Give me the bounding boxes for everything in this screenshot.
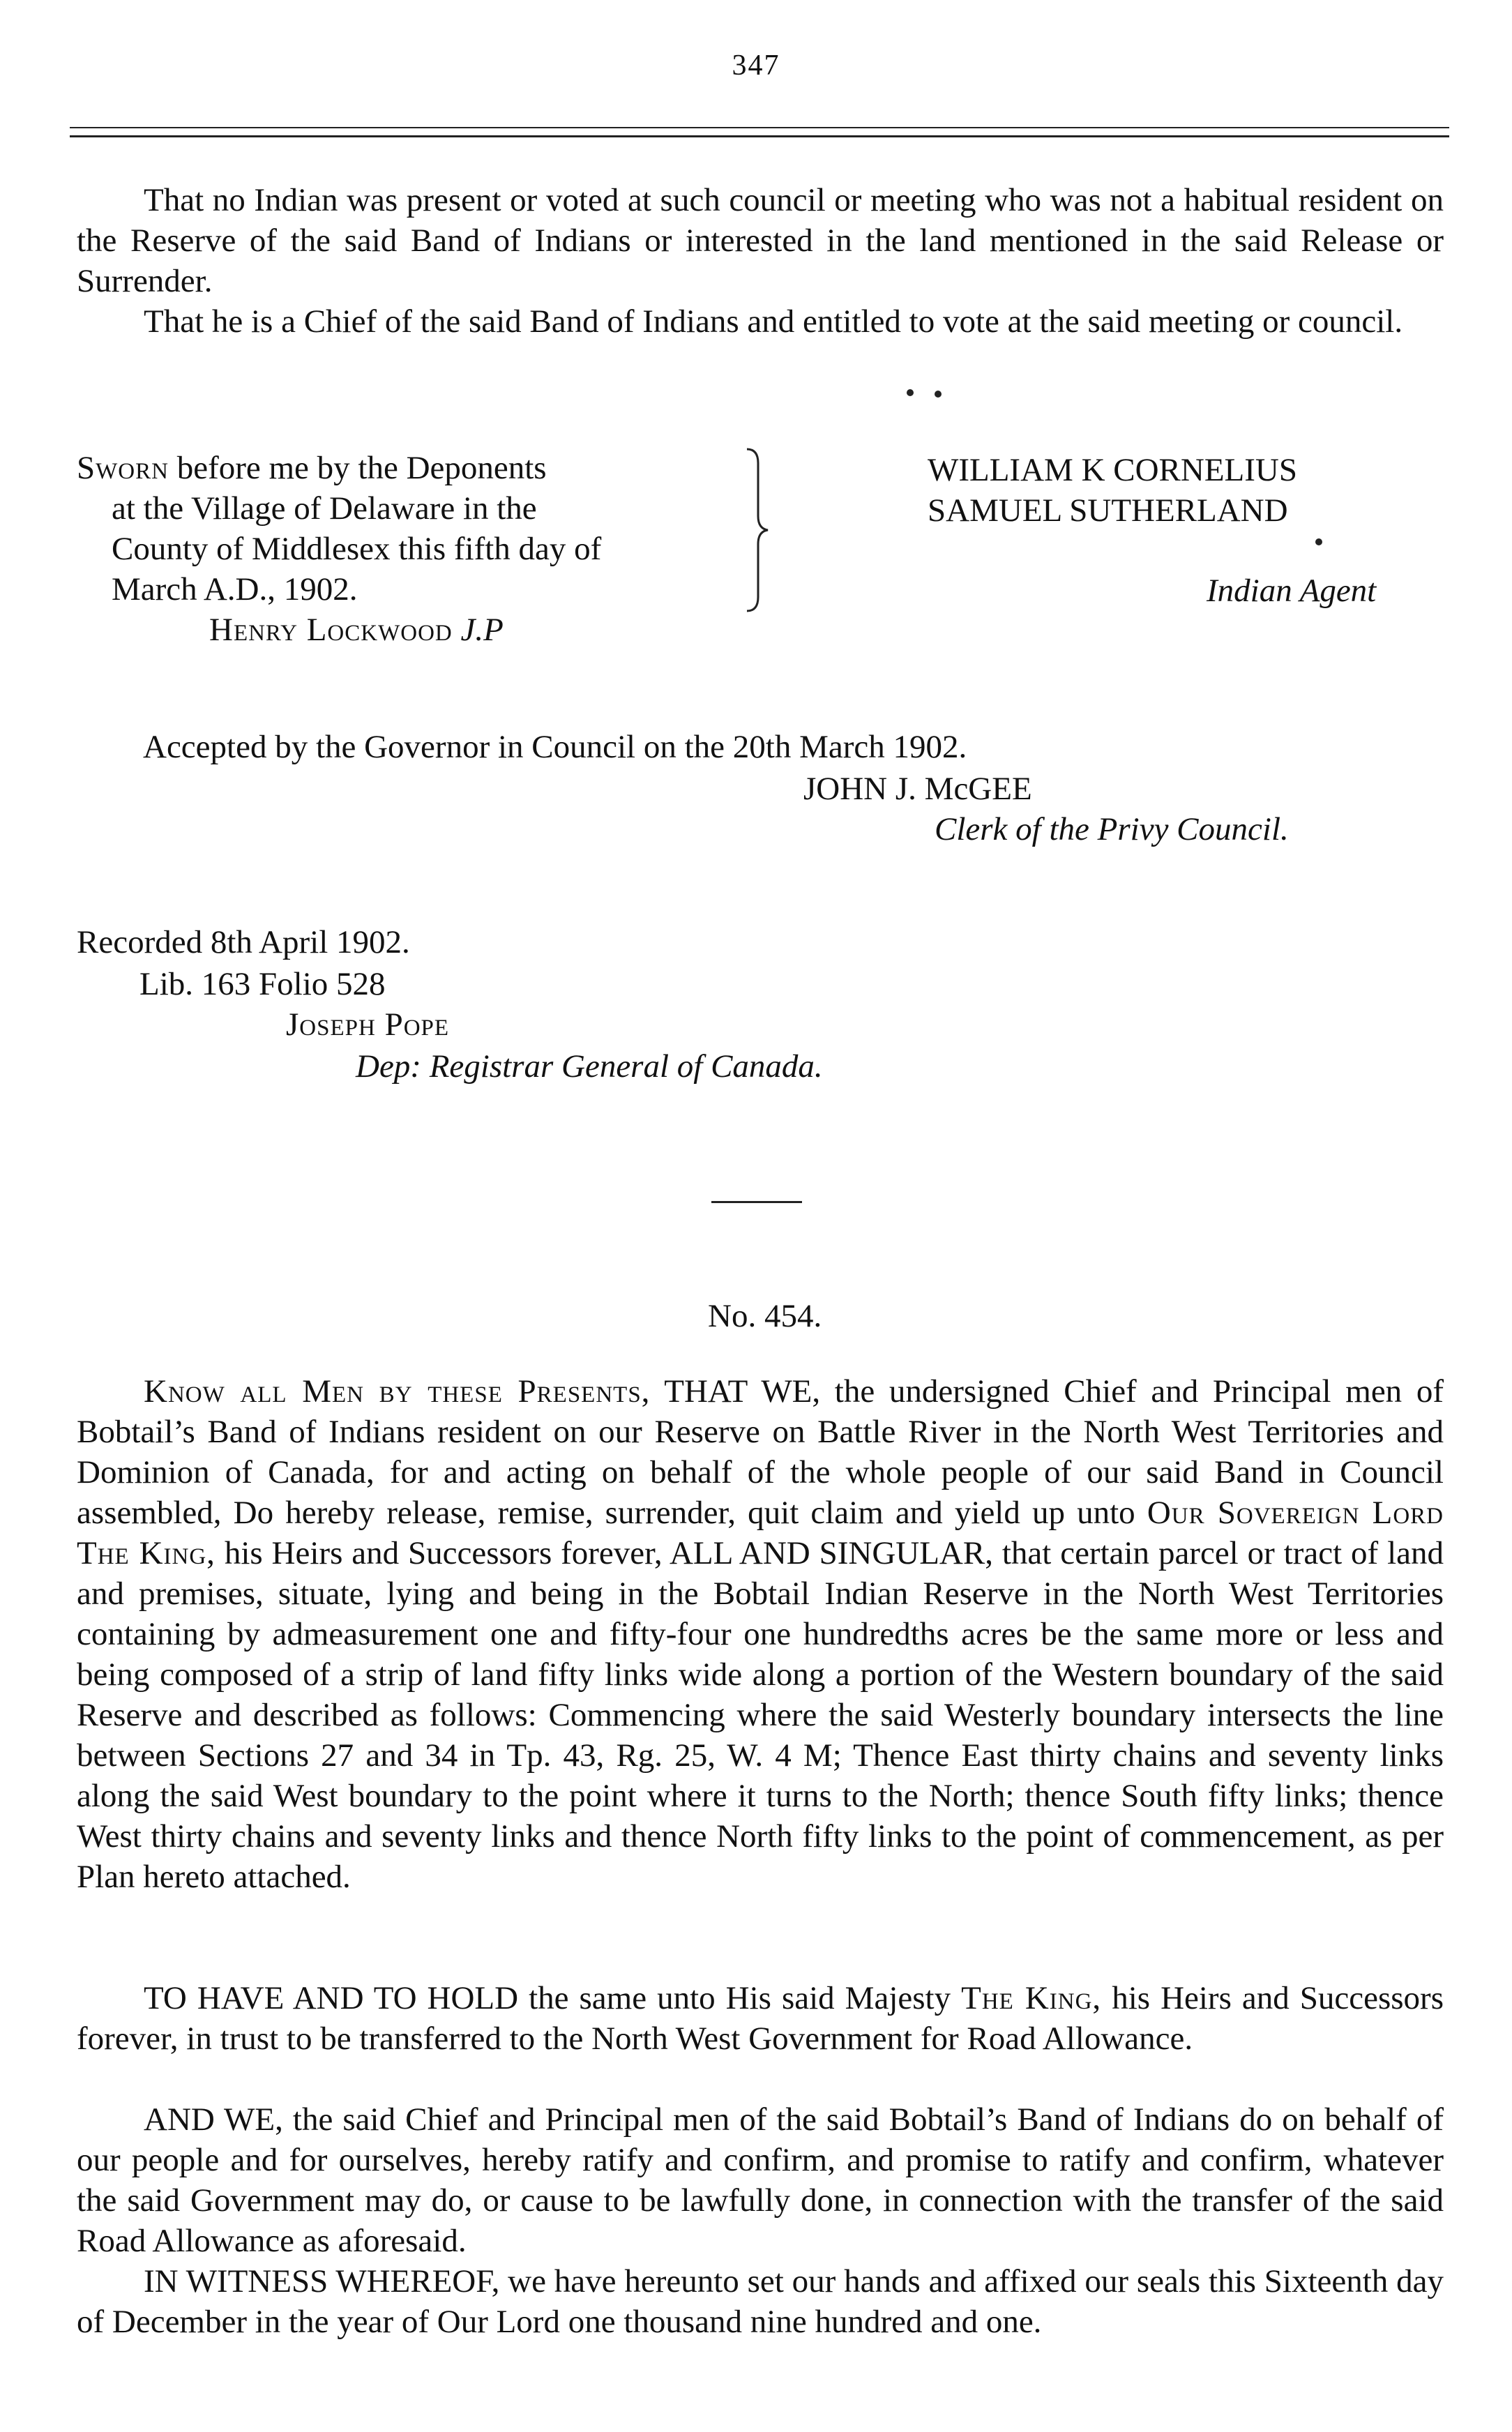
document-number: No. 454. [708, 1298, 822, 1334]
page-number: 347 [732, 50, 780, 82]
surrender-paragraph-4: IN WITNESS WHEREOF, we have hereunto set our hands and affixed our seals this Sixteenth day of December in the year of Our Lord one thousand nine hundred and one. [77, 2263, 1444, 2340]
signatory-name: WILLIAM K CORNELIUS [928, 452, 1297, 488]
registrar-name: Joseph Pope [286, 1006, 450, 1043]
ink-dot [1315, 538, 1322, 545]
surrender-paragraph-3: AND WE, the said Chief and Principal men of the said Bobtail’s Band of Indians do on behalf of our people and for ourselves, hereby ratify and confirm, and promise to ratify and confirm, whatever the said Government may do, or cause to be lawfully done, in connection with the transfer of the said Road Allowance as aforesaid. [77, 2101, 1444, 2259]
jurat-line-4: March A.D., 1902. [112, 571, 358, 607]
signatories [928, 450, 1297, 531]
header-rule [70, 127, 1449, 137]
surrender-paragraph-1: Know all Men by these Presents, THAT WE, the undersigned Chief and Principal men of Bobtail’s Band of Indians resident on our Reserve on Battle River in the North West Territories and Dominion of Canada, for and acting on behalf of the whole people of our said Band in Council assembled, Do hereby release, remise, surrender, quit claim and yield up unto Our Sovereign Lord The King, his Heirs and Successors forever, ALL AND SINGULAR, that certain parcel or tract of land and premises, situate, lying and being in the Bobtail Indian Reserve in the North West Territories containing by admeasurement one and fifty-four one hundredths acres be the same more or less and being composed of a strip of land fifty links wide along a portion of the Western boundary of the said Reserve and described as follows: Commencing where the said Westerly boundary intersects the line between Sections 27 and 34 in Tp. 43, Rg. 25, W. 4 M; Thence East thirty chains and seventy links along the said West boundary to the point where it turns to the North; thence South fifty links; thence West thirty chains and seventy links and thence North fifty links to the point of commencement, as per Plan hereto attached. [77, 1373, 1444, 1895]
brace-icon [743, 446, 771, 614]
lib-folio: Lib. 163 Folio 528 [139, 966, 386, 1002]
signatory-name: SAMUEL SUTHERLAND [928, 492, 1288, 529]
jurat-line-3: County of Middlesex this fifth day of [112, 531, 602, 567]
acceptance-signer-title: Clerk of the Privy Council. [935, 811, 1289, 847]
surrender-paragraph-2: TO HAVE AND TO HOLD the same unto His said Majesty The King, his Heirs and Successors forever, in trust to be transferred to the North West Government for Road Allowance. [77, 1980, 1444, 2057]
ink-dot [935, 391, 942, 398]
intro-paragraph-1: That no Indian was present or voted at such council or meeting who was not a habitual resident on the Reserve of the said Band of Indians or interested in the land mentioned in the said Release or Surrender. [77, 182, 1444, 299]
acceptance-signer: JOHN J. McGEE [803, 771, 1032, 807]
jurat-line-2: at the Village of Delaware in the [112, 490, 537, 527]
agent-title: Indian Agent [1207, 573, 1377, 609]
jurat-line-1: Sworn before me by the Deponents [77, 450, 547, 486]
registrar-title: Dep: Registrar General of Canada. [356, 1048, 823, 1085]
justice-signature: Henry Lockwood J.P [209, 612, 504, 648]
jurat-block [77, 448, 774, 650]
ink-dot [907, 389, 914, 396]
section-divider [711, 1201, 802, 1203]
recorded-date: Recorded 8th April 1902. [77, 924, 410, 960]
acceptance-text: Accepted by the Governor in Council on the 20th March 1902. [143, 729, 967, 765]
intro-paragraph-2: That he is a Chief of the said Band of Indians and entitled to vote at the said meeting or council. [144, 303, 1403, 340]
